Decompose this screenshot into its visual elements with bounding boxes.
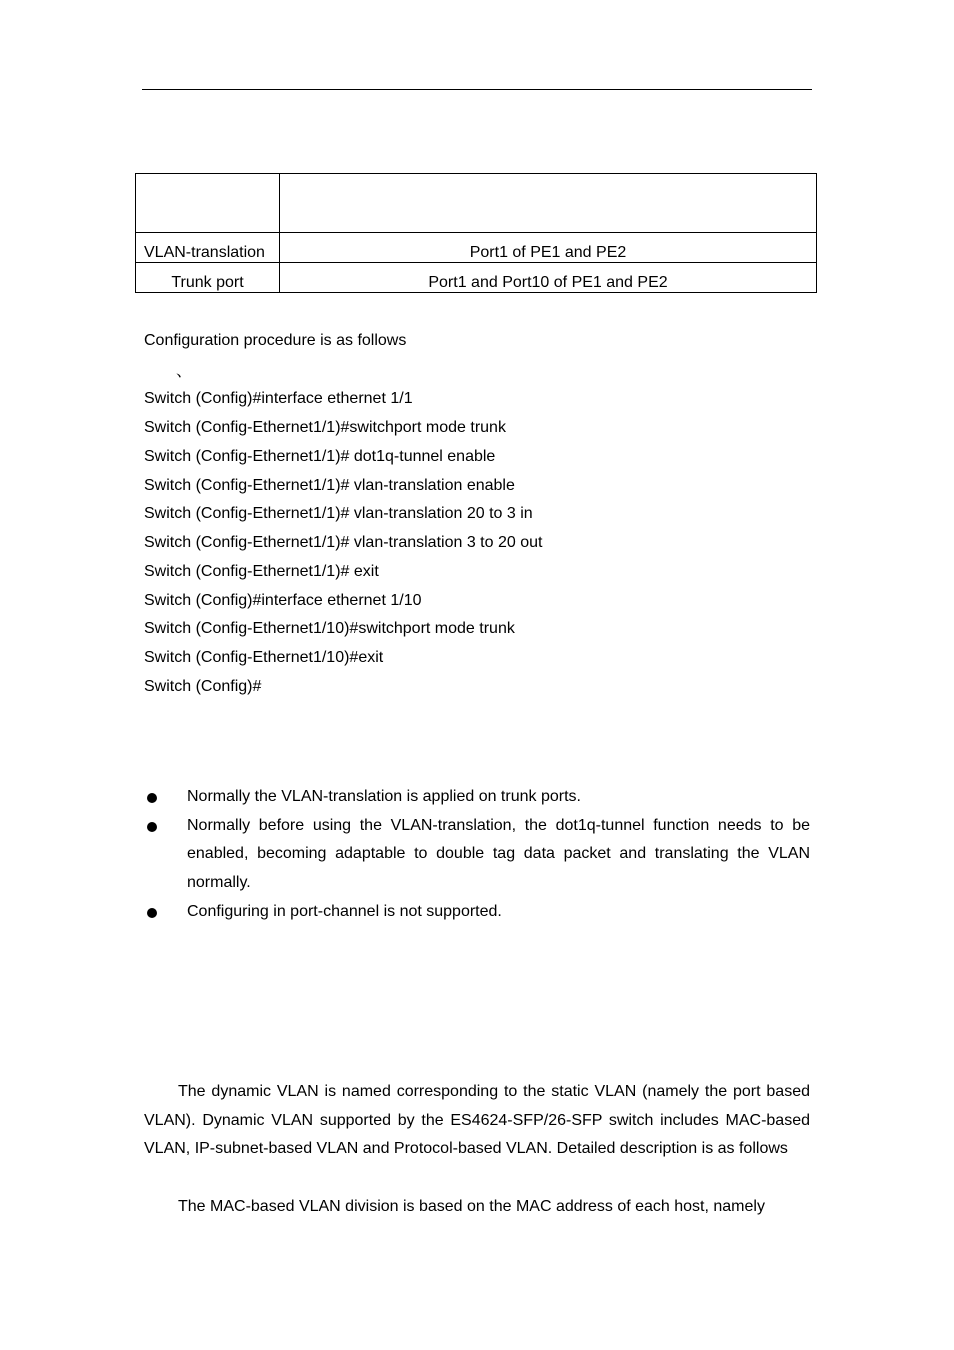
paragraph-text: The MAC-based VLAN division is based on the MAC address of each host, namely bbox=[178, 1198, 765, 1215]
table-cell: Port1 of PE1 and PE2 bbox=[280, 233, 817, 263]
command-line: Switch (Config-Ethernet1/1)#switchport mode trunk bbox=[144, 419, 506, 436]
bullet-icon bbox=[147, 908, 157, 918]
header-rule bbox=[142, 89, 812, 90]
note-text: Normally the VLAN-translation is applied on trunk ports. bbox=[187, 788, 581, 805]
table-cell bbox=[136, 174, 280, 233]
config-table bbox=[135, 173, 817, 293]
command-line: Switch (Config-Ethernet1/10)#switchport mode trunk bbox=[144, 620, 515, 637]
bullet-icon bbox=[147, 822, 157, 832]
note-text: Normally before using the VLAN-translation, the dot1q-tunnel function needs to be enabled, becoming adaptable to double tag data packet and translating the VLAN normally. bbox=[187, 816, 810, 892]
command-line: Switch (Config-Ethernet1/1)# dot1q-tunnel enable bbox=[144, 448, 496, 465]
table-row bbox=[136, 174, 817, 233]
list-item bbox=[144, 812, 810, 898]
body-paragraph bbox=[144, 1078, 810, 1164]
bullet-icon bbox=[147, 793, 157, 803]
command-line: Switch (Config)#interface ethernet 1/10 bbox=[144, 592, 422, 609]
notes-list bbox=[144, 783, 810, 927]
table-cell: Trunk port bbox=[136, 263, 280, 293]
intro-text: Configuration procedure is as follows bbox=[144, 332, 407, 349]
command-line: Switch (Config-Ethernet1/10)#exit bbox=[144, 649, 384, 666]
table-row bbox=[136, 233, 817, 263]
command-line: Switch (Config)# bbox=[144, 678, 262, 695]
body-paragraph bbox=[144, 1193, 810, 1222]
tick-mark: 、 bbox=[176, 363, 193, 380]
table-cell: Port1 and Port10 of PE1 and PE2 bbox=[280, 263, 817, 293]
command-line: Switch (Config-Ethernet1/1)# vlan-translation enable bbox=[144, 477, 515, 494]
paragraph-text: The dynamic VLAN is named corresponding to the static VLAN (namely the port based VLAN). Dynamic VLAN supported by the ES4624-SFP/26-SFP switch includes MAC-based VLAN, IP-subnet-based VLAN and Protocol-based VLAN. Detailed description is as follows bbox=[144, 1083, 810, 1158]
table-cell: VLAN-translation bbox=[136, 233, 280, 263]
note-text: Configuring in port-channel is not supported. bbox=[187, 902, 502, 920]
command-line: Switch (Config-Ethernet1/1)# vlan-translation 3 to 20 out bbox=[144, 534, 543, 551]
list-item bbox=[144, 783, 810, 812]
table-cell bbox=[280, 174, 817, 233]
command-line: Switch (Config-Ethernet1/1)# exit bbox=[144, 563, 379, 580]
table-row bbox=[136, 263, 817, 293]
list-item bbox=[144, 898, 810, 927]
command-line: Switch (Config)#interface ethernet 1/1 bbox=[144, 390, 413, 407]
command-line: Switch (Config-Ethernet1/1)# vlan-translation 20 to 3 in bbox=[144, 505, 533, 522]
